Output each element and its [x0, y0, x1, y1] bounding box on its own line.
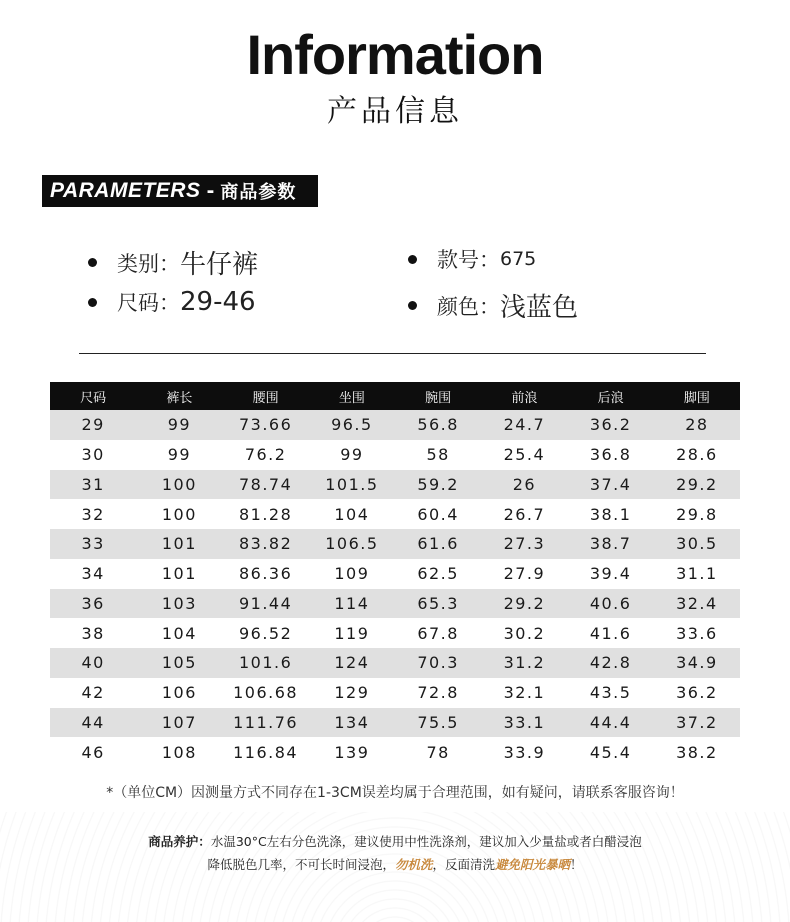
header-thigh: 腕围: [395, 382, 481, 410]
cell-thigh: 75.5: [395, 708, 481, 738]
cell-back-rise: 38.7: [568, 529, 654, 559]
cell-back-rise: 36.8: [568, 440, 654, 470]
cell-waist: 96.52: [223, 618, 309, 648]
cell-waist: 76.2: [223, 440, 309, 470]
cell-back-rise: 43.5: [568, 678, 654, 708]
cell-thigh: 58: [395, 440, 481, 470]
cell-leg-opening: 30.5: [654, 529, 740, 559]
cell-size: 31: [50, 470, 136, 500]
cell-length: 99: [136, 410, 222, 440]
header-leg-opening: 脚围: [654, 382, 740, 410]
cell-front-rise: 33.9: [481, 737, 567, 767]
cell-front-rise: 24.7: [481, 410, 567, 440]
cell-length: 105: [136, 648, 222, 678]
cell-leg-opening: 29.2: [654, 470, 740, 500]
cell-leg-opening: 31.1: [654, 559, 740, 589]
cell-thigh: 78: [395, 737, 481, 767]
cell-waist: 91.44: [223, 589, 309, 619]
cell-waist: 81.28: [223, 499, 309, 529]
table-row: [50, 470, 740, 500]
bullet-icon: [408, 255, 417, 264]
table-row: [50, 559, 740, 589]
parameters-banner-en: PARAMETERS: [50, 179, 201, 202]
spec-color-label: 颜色：: [437, 294, 500, 319]
cell-leg-opening: 37.2: [654, 708, 740, 738]
care-line-1: [0, 832, 790, 850]
table-row: [50, 737, 740, 767]
table-row: [50, 678, 740, 708]
header-size: 尺码: [50, 382, 136, 410]
spec-category-value: 牛仔裤: [180, 250, 259, 280]
cell-length: 101: [136, 529, 222, 559]
spec-style-number: [408, 244, 536, 274]
cell-back-rise: 42.8: [568, 648, 654, 678]
cell-thigh: 56.8: [395, 410, 481, 440]
cell-hip: 106.5: [309, 529, 395, 559]
table-row: [50, 440, 740, 470]
care-line-1-text: 水温30°C左右分色洗涤，建议使用中性洗涤剂，建议加入少量盐或者白醋浸泡: [210, 834, 642, 849]
spec-style-value: 675: [500, 248, 537, 270]
table-row: [50, 648, 740, 678]
measurement-note: *（单位CM）因测量方式不同存在1-3CM误差均属于合理范围，如有疑问，请联系客服咨询！: [106, 785, 684, 801]
cell-back-rise: 39.4: [568, 559, 654, 589]
table-row: [50, 410, 740, 440]
header-hip: 坐围: [309, 382, 395, 410]
cell-back-rise: 40.6: [568, 589, 654, 619]
cell-length: 100: [136, 499, 222, 529]
cell-thigh: 62.5: [395, 559, 481, 589]
cell-hip: 134: [309, 708, 395, 738]
cell-length: 100: [136, 470, 222, 500]
cell-waist: 73.66: [223, 410, 309, 440]
spec-size-label: 尺码：: [117, 291, 180, 315]
parameters-banner-separator: -: [206, 180, 215, 202]
cell-length: 101: [136, 559, 222, 589]
cell-size: 34: [50, 559, 136, 589]
parameters-banner-cn: 商品参数: [220, 182, 297, 203]
header-front-rise: 前浪: [481, 382, 567, 410]
cell-size: 29: [50, 410, 136, 440]
cell-front-rise: 32.1: [481, 678, 567, 708]
bullet-icon: [408, 301, 417, 310]
cell-hip: 114: [309, 589, 395, 619]
table-row: [50, 708, 740, 738]
page-title-cn: 产品信息: [327, 94, 463, 129]
spec-style-label: 款号：: [437, 248, 500, 272]
spec-size-value: 29-46: [180, 287, 256, 317]
cell-front-rise: 26: [481, 470, 567, 500]
spec-color-value: 浅蓝色: [500, 293, 579, 323]
cell-hip: 109: [309, 559, 395, 589]
cell-leg-opening: 36.2: [654, 678, 740, 708]
cell-leg-opening: 38.2: [654, 737, 740, 767]
cell-length: 108: [136, 737, 222, 767]
size-table-header-row: [50, 382, 740, 410]
cell-length: 107: [136, 708, 222, 738]
spec-category-label: 类别：: [117, 251, 180, 276]
cell-back-rise: 36.2: [568, 410, 654, 440]
table-row: [50, 589, 740, 619]
cell-hip: 99: [309, 440, 395, 470]
cell-length: 103: [136, 589, 222, 619]
cell-thigh: 61.6: [395, 529, 481, 559]
section-divider: [79, 353, 706, 354]
cell-size: 33: [50, 529, 136, 559]
cell-front-rise: 26.7: [481, 499, 567, 529]
cell-back-rise: 41.6: [568, 618, 654, 648]
cell-leg-opening: 28.6: [654, 440, 740, 470]
cell-front-rise: 29.2: [481, 589, 567, 619]
cell-front-rise: 31.2: [481, 648, 567, 678]
cell-leg-opening: 33.6: [654, 618, 740, 648]
cell-leg-opening: 28: [654, 410, 740, 440]
cell-hip: 104: [309, 499, 395, 529]
care-line-2-text-c: ！: [570, 857, 583, 872]
spec-category: [88, 244, 258, 281]
cell-thigh: 72.8: [395, 678, 481, 708]
care-line-2-text-b: ，反面清洗: [432, 857, 495, 872]
page-title-en: Information: [246, 23, 544, 86]
table-row: [50, 499, 740, 529]
cell-hip: 129: [309, 678, 395, 708]
cell-length: 106: [136, 678, 222, 708]
cell-leg-opening: 29.8: [654, 499, 740, 529]
spec-size: [88, 287, 256, 317]
cell-leg-opening: 32.4: [654, 589, 740, 619]
care-avoid-sun: 避免阳光暴晒: [495, 857, 571, 872]
parameters-banner: [42, 175, 318, 207]
cell-size: 40: [50, 648, 136, 678]
cell-size: 32: [50, 499, 136, 529]
cell-leg-opening: 34.9: [654, 648, 740, 678]
cell-waist: 116.84: [223, 737, 309, 767]
cell-size: 36: [50, 589, 136, 619]
table-row: [50, 618, 740, 648]
cell-back-rise: 38.1: [568, 499, 654, 529]
cell-length: 104: [136, 618, 222, 648]
cell-front-rise: 33.1: [481, 708, 567, 738]
cell-size: 46: [50, 737, 136, 767]
spec-color: [408, 287, 578, 324]
cell-length: 99: [136, 440, 222, 470]
care-line-2: [0, 855, 790, 873]
cell-back-rise: 37.4: [568, 470, 654, 500]
cell-thigh: 70.3: [395, 648, 481, 678]
header-waist: 腰围: [223, 382, 309, 410]
cell-waist: 83.82: [223, 529, 309, 559]
size-table: [50, 382, 740, 767]
cell-waist: 106.68: [223, 678, 309, 708]
care-no-machine-wash: 勿机洗: [394, 857, 433, 872]
cell-thigh: 67.8: [395, 618, 481, 648]
cell-size: 38: [50, 618, 136, 648]
cell-hip: 139: [309, 737, 395, 767]
cell-hip: 96.5: [309, 410, 395, 440]
care-line-2-text-a: 降低脱色几率，不可长时间浸泡，: [207, 857, 395, 872]
cell-front-rise: 27.3: [481, 529, 567, 559]
cell-front-rise: 30.2: [481, 618, 567, 648]
table-row: [50, 529, 740, 559]
header-back-rise: 后浪: [568, 382, 654, 410]
cell-hip: 119: [309, 618, 395, 648]
cell-front-rise: 25.4: [481, 440, 567, 470]
cell-waist: 86.36: [223, 559, 309, 589]
cell-back-rise: 45.4: [568, 737, 654, 767]
bullet-icon: [88, 258, 97, 267]
cell-back-rise: 44.4: [568, 708, 654, 738]
cell-size: 42: [50, 678, 136, 708]
cell-thigh: 60.4: [395, 499, 481, 529]
cell-hip: 124: [309, 648, 395, 678]
cell-thigh: 59.2: [395, 470, 481, 500]
cell-waist: 111.76: [223, 708, 309, 738]
care-title: 商品养护：: [148, 834, 211, 849]
cell-hip: 101.5: [309, 470, 395, 500]
cell-waist: 78.74: [223, 470, 309, 500]
cell-front-rise: 27.9: [481, 559, 567, 589]
header-length: 裤长: [136, 382, 222, 410]
cell-size: 30: [50, 440, 136, 470]
cell-size: 44: [50, 708, 136, 738]
bullet-icon: [88, 298, 97, 307]
cell-waist: 101.6: [223, 648, 309, 678]
cell-thigh: 65.3: [395, 589, 481, 619]
